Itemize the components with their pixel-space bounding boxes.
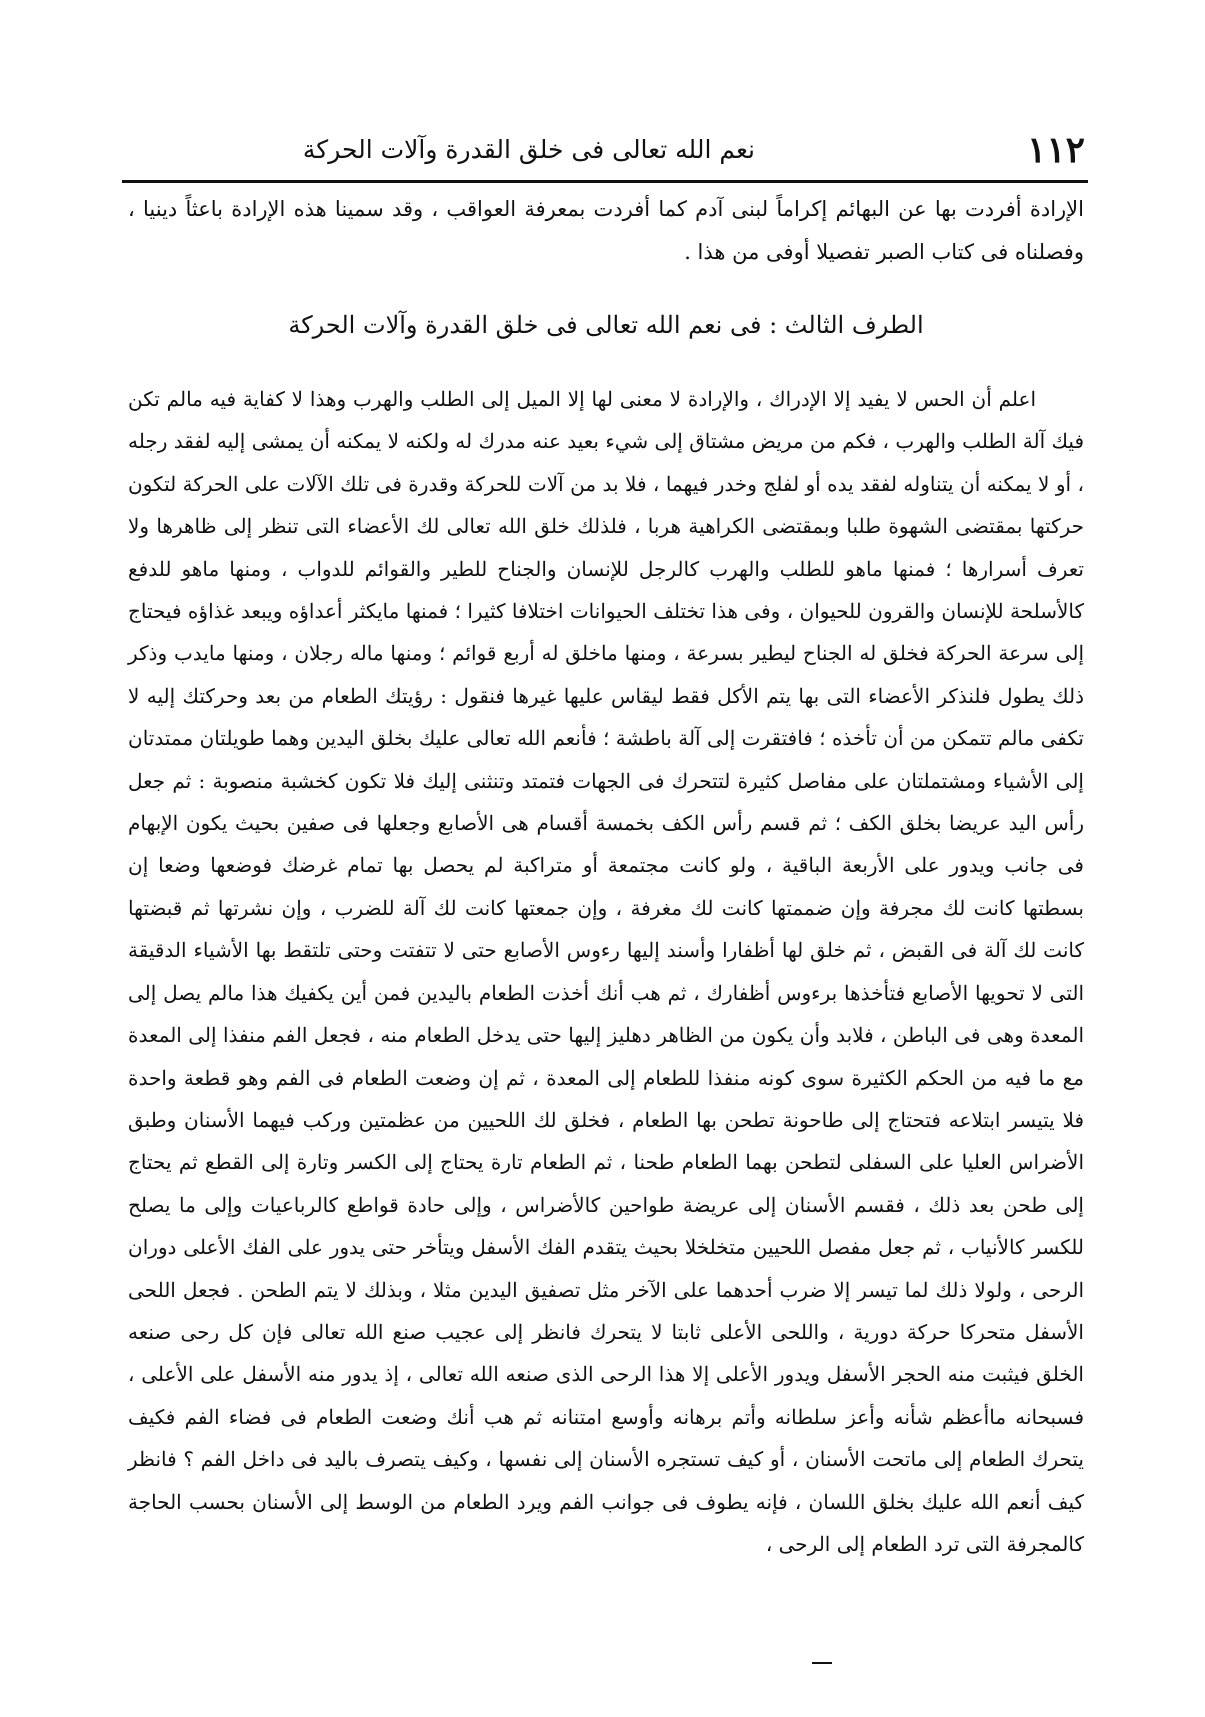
- header-rule: [122, 180, 1088, 183]
- intro-paragraph: [128, 188, 1084, 274]
- running-title: نعم الله تعالى فى خلق القدرة وآلات الحركة: [302, 135, 755, 164]
- section-heading: الطرف الثالث : فى نعم الله تعالى فى خلق القدرة وآلات الحركة: [288, 311, 924, 339]
- body-paragraph: [128, 378, 1084, 1565]
- body-text: اعلم أن الحس لا يفيد إلا الإدراك ، والإرادة لا معنى لها إلا الميل إلى الطلب والهرب وهذا لا كفاية فيه مالم تكن فيك آلة الطلب والهرب ، فكم من مريض مشتاق إلى شيء بعيد عنه مدرك له ولكنه لا يمكنه أن يمشى إليه لفقد رجله ، أو لا يمكنه أن يتناوله لفقد يده أو لفلج وخدر فيهما ، فلا بد من آلات للحركة وقدرة فى تلك الآلات على الحركة لتكون حركتها بمقتضى الشهوة طلبا وبمقتضى الكراهية هربا ، فلذلك خلق الله تعالى لك الأعضاء التى تنظر إلى ظاهرها ولا تعرف أسرارها ؛ فمنها ماهو للطلب والهرب كالرجل للإنسان والجناح للطير والقوائم للدواب ، ومنها ماهو للدفع كالأسلحة للإنسان والقرون للحيوان ، وفى هذا تختلف الحيوانات اختلافا كثيرا ؛ فمنها مايكثر أعداؤه ويبعد غذاؤه فيحتاج إلى سرعة الحركة فخلق له الجناح ليطير بسرعة ، ومنها ماخلق له أربع قوائم ؛ ومنها ماله رجلان ، ومنها مايدب وذكر ذلك يطول فلنذكر الأعضاء التى بها يتم الأكل فقط ليقاس عليها غيرها فنقول : رؤيتك الطعام من بعد وحركتك إليه لا تكفى مالم تتمكن من أن تأخذه ؛ فافتقرت إلى آلة باطشة ؛ فأنعم الله تعالى عليك بخلق اليدين وهما طويلتان ممتدتان إلى الأشياء ومشتملتان على مفاصل كثيرة لتتحرك فى الجهات فتمتد وتنثنى إليك فلا تكون كخشبة منصوبة : ثم جعل رأس اليد عريضا بخلق الكف ؛ ثم قسم رأس الكف بخمسة أقسام هى الأصابع وجعلها فى صفين بحيث يكون الإبهام فى جانب ويدور على الأربعة الباقية ، ولو كانت مجتمعة أو متراكبة لم يحصل بها تمام غرضك فوضعها وضعا إن بسطتها كانت لك مجرفة وإن ضممتها كانت لك مغرفة ، وإن جمعتها كانت لك آلة للضرب ، وإن نشرتها ثم قبضتها كانت لك آلة فى القبض ، ثم خلق لها أظفارا وأسند إليها رءوس الأصابع حتى لا تتفتت وحتى تلتقط بها الأشياء الدقيقة التى لا تحويها الأصابع فتأخذها برءوس أظفارك ، ثم هب أنك أخذت الطعام باليدين فمن أين يكفيك هذا مالم يصل إلى المعدة وهى فى الباطن ، فلابد وأن يكون من الظاهر دهليز إليها حتى يدخل الطعام منه ، فجعل الفم منفذا إلى المعدة مع ما فيه من الحكم الكثيرة سوى كونه منفذا للطعام إلى المعدة ، ثم إن وضعت الطعام فى الفم وهو قطعة واحدة فلا يتيسر ابتلاعه فتحتاج إلى طاحونة تطحن بها الطعام ، فخلق لك اللحيين من عظمتين وركب فيهما الأسنان وطبق الأضراس العليا على السفلى لتطحن بهما الطعام طحنا ، ثم الطعام تارة يحتاج إلى الكسر وتارة إلى القطع ثم يحتاج إلى طحن بعد ذلك ، فقسم الأسنان إلى عريضة طواحين كالأضراس ، وإلى حادة قواطع كالرباعيات وإلى ما يصلح للكسر كالأنياب ، ثم جعل مفصل اللحيين متخلخلا بحيث يتقدم الفك الأسفل ويتأخر حتى يدور على الفك الأعلى دوران الرحى ، ولولا ذلك لما تيسر إلا ضرب أحدهما على الآخر مثل تصفيق اليدين مثلا ، وبذلك لا يتم الطحن . فجعل اللحى الأسفل متحركا حركة دورية ، واللحى الأعلى ثابتا لا يتحرك فانظر إلى عجيب صنع الله تعالى فإن كل رحى صنعه الخلق فيثبت منه الحجر الأسفل ويدور الأعلى إلا هذا الرحى الذى صنعه الله تعالى ، إذ يدور منه الأسفل على الأعلى ، فسبحانه ماأعظم شأنه وأعز سلطانه وأتم برهانه وأوسع امتنانه ثم هب أنك وضعت الطعام فى فضاء الفم فكيف يتحرك الطعام إلى ماتحت الأسنان ، أو كيف تستجره الأسنان إلى نفسها ، وكيف يتصرف باليد فى داخل الفم ؟ فانظر كيف أنعم الله عليك بخلق اللسان ، فإنه يطوف فى جوانب الفم ويرد الطعام من الوسط إلى الأسنان بحسب الحاجة كالمجرفة التى ترد الطعام إلى الرحى ،: [128, 387, 1085, 1556]
- page-number: ١١٢: [1026, 129, 1085, 171]
- page-header: [125, 128, 1085, 180]
- intro-text: الإرادة أفردت بها عن البهائم إكراماً لبنى آدم كما أفردت بمعرفة العواقب ، وقد سمينا هذه الإرادة باعثاً دينيا ، وفصلناه فى كتاب الصبر تفصيلا أوفى من هذا .: [128, 197, 1084, 264]
- footer-dash: [812, 1662, 832, 1664]
